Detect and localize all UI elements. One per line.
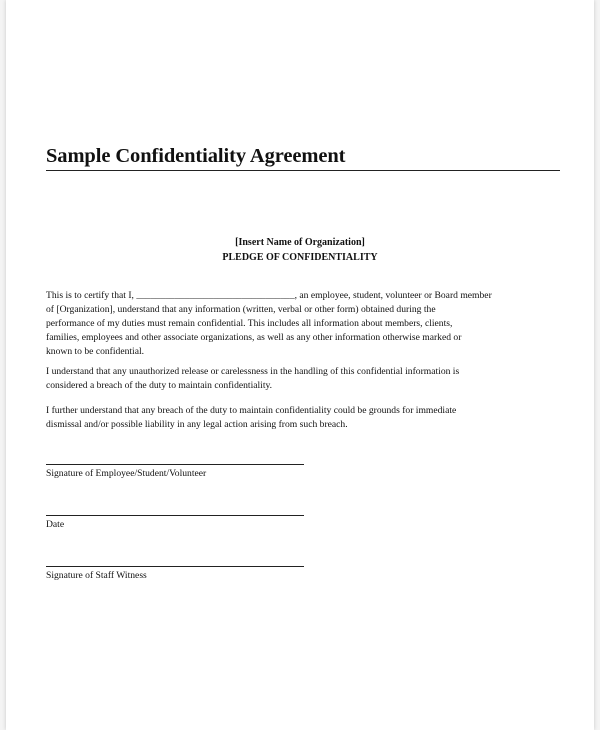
- document-title: Sample Confidentiality Agreement: [46, 145, 346, 167]
- paragraph-2-line: considered a breach of the duty to maintain confidentiality.: [46, 380, 273, 391]
- paragraph-1-line: This is to certify that I, _________________________________, an employee, student, volunteer or Board member: [46, 290, 492, 301]
- paragraph-3-line: I further understand that any breach of the duty to maintain confidentiality could be grounds for immediate: [46, 405, 457, 416]
- paragraph-1-line: performance of my duties must remain confidential. This includes all information about members, clients,: [46, 318, 453, 329]
- date-signature-line: [46, 515, 304, 516]
- date-label: Date: [46, 519, 65, 530]
- paragraph-1-line: families, employees and other associate organizations, as well as any other information otherwise marked or: [46, 332, 462, 343]
- title-underline: [46, 170, 560, 171]
- witness-signature-line: [46, 566, 304, 567]
- organization-name-placeholder: [Insert Name of Organization]: [235, 237, 365, 248]
- employee-signature-line: [46, 464, 304, 465]
- employee-signature-label: Signature of Employee/Student/Volunteer: [46, 468, 207, 479]
- witness-signature-label: Signature of Staff Witness: [46, 570, 147, 581]
- paragraph-1-line: of [Organization], understand that any information (written, verbal or other form) obtained during the: [46, 304, 436, 315]
- paragraph-2-line: I understand that any unauthorized release or carelessness in the handling of this confidential information is: [46, 366, 460, 377]
- paragraph-3-line: dismissal and/or possible liability in any legal action arising from such breach.: [46, 419, 348, 430]
- pledge-heading: PLEDGE OF CONFIDENTIALITY: [222, 252, 378, 263]
- document-page: [6, 0, 594, 730]
- paragraph-1-line: known to be confidential.: [46, 346, 145, 357]
